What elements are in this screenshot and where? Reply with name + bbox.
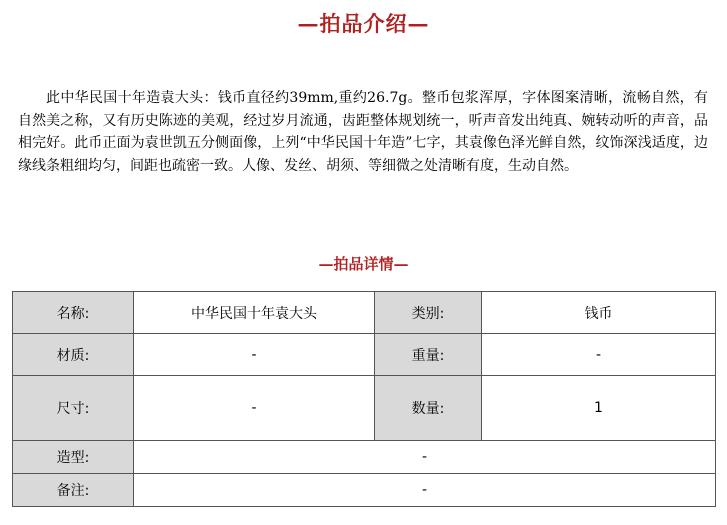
shape-value: - (134, 441, 716, 474)
weight-label: 重量: (375, 334, 482, 376)
details-row-material (13, 334, 716, 376)
material-value: - (134, 334, 375, 376)
shape-label: 造型: (13, 441, 134, 474)
intro-text: 此中华民国十年造袁大头：钱币直径约39mm,重约26.7g。整币包浆浑厚，字体图案清晰，流畅自然，有自然美之称，又有历史陈迹的美观，经过岁月流通，齿距整体规划统一，听声音发出纯真、婉转动听的声音，品相完好。此币正面为袁世凯五分侧面像，上列“中华民国十年造”七字，其袁像色泽光鲜自然，纹饰深浅适度，边缘线条粗细均匀，间距也疏密一致。人像、发丝、胡须、等细微之处清晰有度，生动自然。 (18, 90, 708, 174)
size-value: - (134, 376, 375, 441)
category-label: 类别: (375, 292, 482, 334)
material-label: 材质: (13, 334, 134, 376)
details-table (12, 291, 716, 507)
size-label: 尺寸: (13, 376, 134, 441)
details-row-remark (13, 474, 716, 507)
intro-title: —拍品介绍— (297, 11, 430, 36)
category-value: 钱币 (482, 292, 716, 334)
details-title: —拍品详情— (318, 255, 409, 273)
quantity-value: 1 (482, 376, 716, 441)
details-row-shape (13, 441, 716, 474)
weight-value: - (482, 334, 716, 376)
name-label: 名称: (13, 292, 134, 334)
name-value: 中华民国十年袁大头 (134, 292, 375, 334)
details-row-size (13, 376, 716, 441)
details-row-name (13, 292, 716, 334)
remark-label: 备注: (13, 474, 134, 507)
quantity-label: 数量: (375, 376, 482, 441)
remark-value: - (134, 474, 716, 507)
